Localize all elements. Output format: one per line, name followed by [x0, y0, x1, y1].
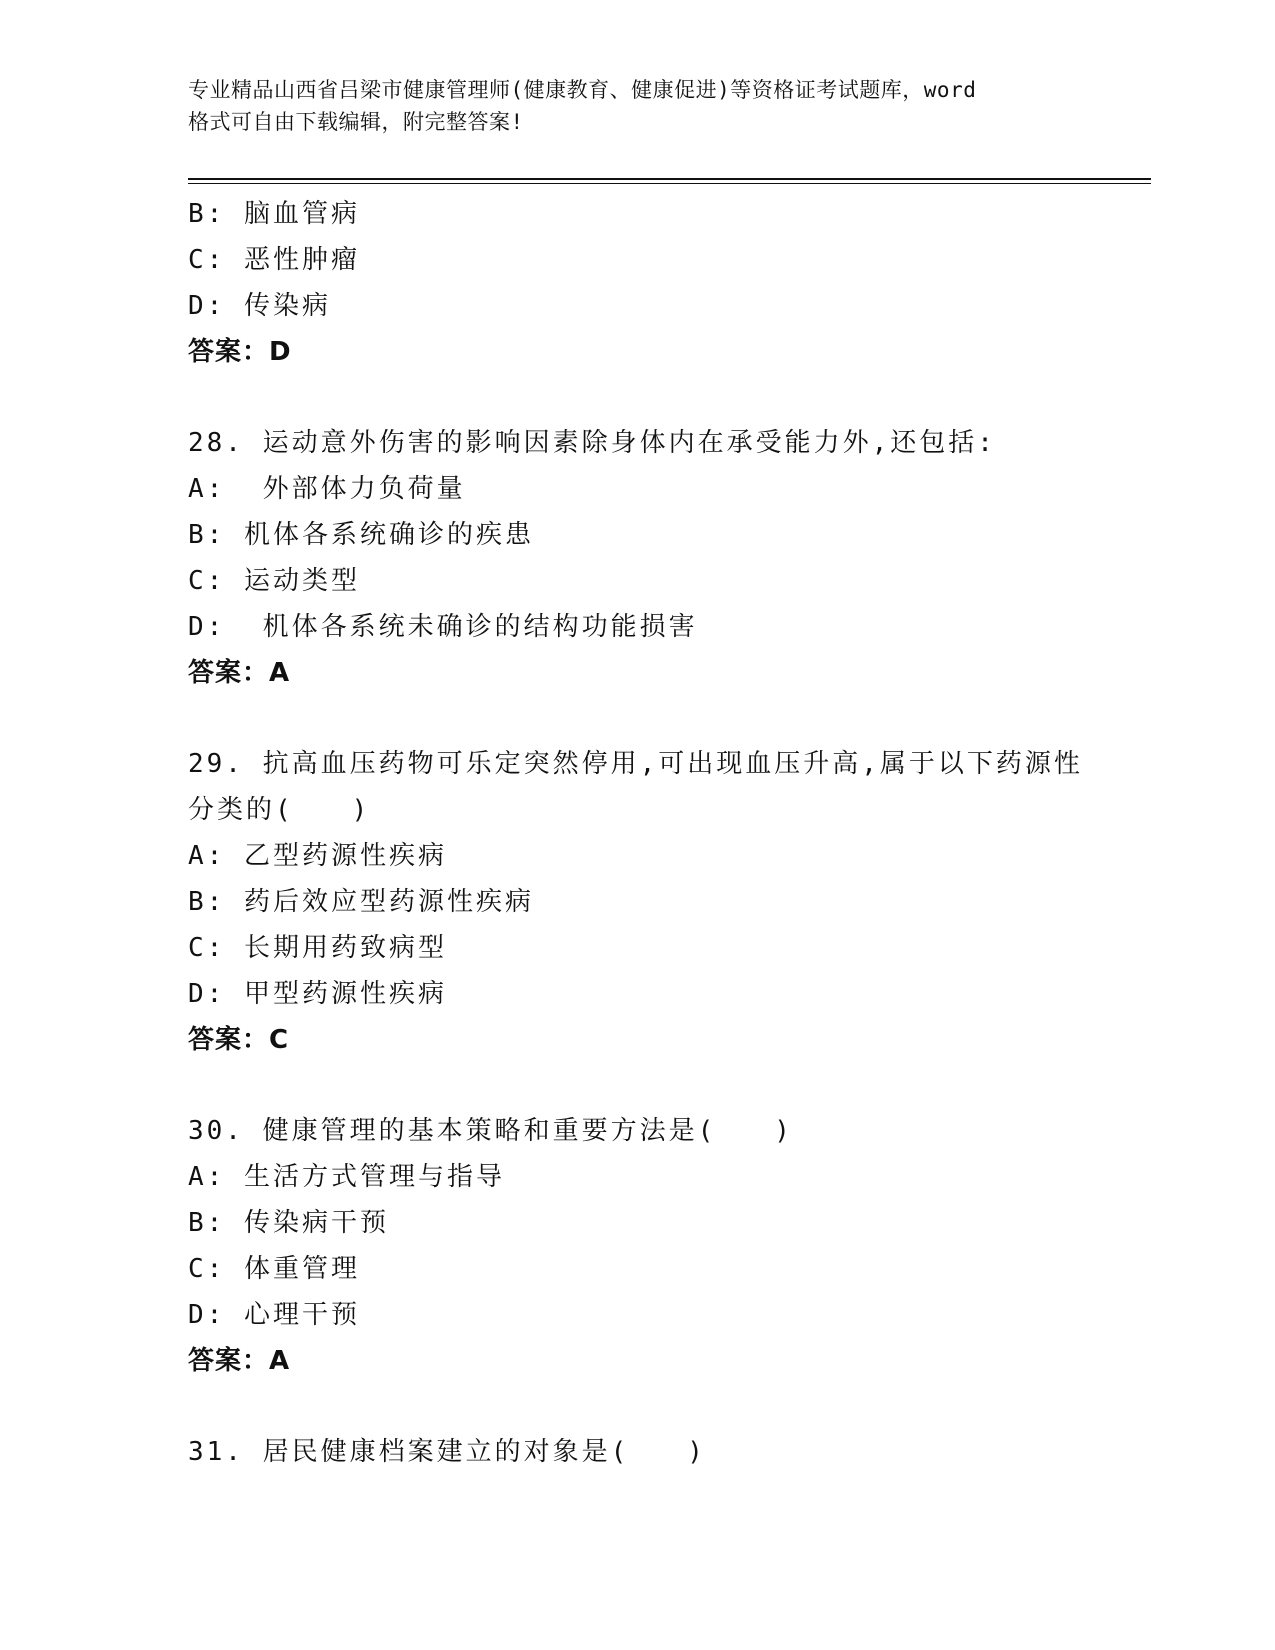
- answer-label: 答案：C: [188, 1025, 290, 1055]
- header-line-2: 格式可自由下载编辑，附完整答案!: [188, 110, 524, 134]
- question-stem: 31. 居民健康档案建立的对象是( ): [188, 1437, 706, 1467]
- option-c: C: 长期用药致病型: [188, 933, 447, 963]
- page-header: [188, 74, 1088, 138]
- option-a: A: 乙型药源性疾病: [188, 841, 447, 871]
- question-stem: 30. 健康管理的基本策略和重要方法是( ): [188, 1116, 793, 1146]
- option-b: B: 传染病干预: [188, 1208, 389, 1238]
- question-list: [188, 191, 1088, 1475]
- option-d: D: 心理干预: [188, 1300, 360, 1330]
- option-d: D: 甲型药源性疾病: [188, 979, 447, 1009]
- option-d: D: 机体各系统未确诊的结构功能损害: [188, 612, 698, 642]
- question-block: [188, 1429, 1088, 1475]
- header-divider: [188, 178, 1151, 180]
- option-a: A: 外部体力负荷量: [188, 474, 466, 504]
- option-b: B: 脑血管病: [188, 199, 360, 229]
- option-a: A: 生活方式管理与指导: [188, 1162, 505, 1192]
- option-b: B: 机体各系统确诊的疾患: [188, 520, 534, 550]
- question-block: [188, 420, 1088, 696]
- option-c: C: 运动类型: [188, 566, 360, 596]
- answer-label: 答案：A: [188, 1346, 291, 1376]
- answer-label: 答案：A: [188, 658, 291, 688]
- header-line-1: 专业精品山西省吕梁市健康管理师(健康教育、健康促进)等资格证考试题库，word: [188, 78, 977, 102]
- question-stem: 29. 抗高血压药物可乐定突然停用,可出现血压升高,属于以下药源性: [188, 749, 1083, 779]
- question-stem: 28. 运动意外伤害的影响因素除身体内在承受能力外,还包括:: [188, 428, 996, 458]
- header-divider-thin: [188, 183, 1151, 184]
- option-d: D: 传染病: [188, 291, 331, 321]
- question-block: [188, 1108, 1088, 1384]
- option-c: C: 体重管理: [188, 1254, 360, 1284]
- question-block: [188, 741, 1088, 1063]
- question-stem-continued: 分类的( ): [188, 795, 371, 825]
- option-b: B: 药后效应型药源性疾病: [188, 887, 534, 917]
- answer-label: 答案：D: [188, 337, 292, 367]
- question-block: [188, 191, 1088, 375]
- option-c: C: 恶性肿瘤: [188, 245, 360, 275]
